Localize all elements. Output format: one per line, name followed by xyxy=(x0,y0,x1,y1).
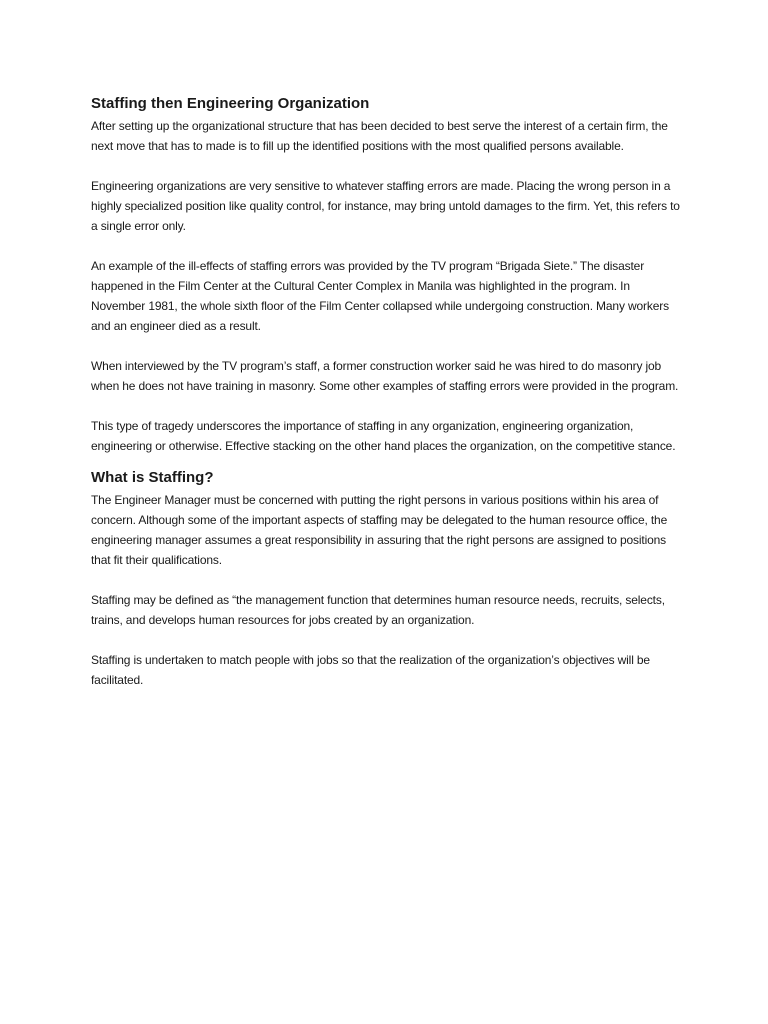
section-heading-what-is-staffing: What is Staffing? xyxy=(91,469,214,486)
paragraph: Staffing may be defined as “the management function that determines human resource needs, recruits, selects, trains, and develops human resources for jobs created by an organization. xyxy=(91,593,665,627)
paragraph: The Engineer Manager must be concerned with putting the right persons in various positions within his area of concern. Although some of the important aspects of staffing may be delegated to the human resource office, the engineering manager assumes a great responsibility in assuring that the right persons are assigned to positions that fit their qualifications. xyxy=(91,493,668,567)
paragraph: Staffing is undertaken to match people with jobs so that the realization of the organization’s objectives will be facilitated. xyxy=(91,653,650,687)
paragraph: After setting up the organizational structure that has been decided to best serve the interest of a certain firm, the next move that has to made is to fill up the identified positions with the most qualified persons available. xyxy=(91,119,668,153)
paragraph: Engineering organizations are very sensitive to whatever staffing errors are made. Placing the wrong person in a highly specialized position like quality control, for instance, may bring untold damages to the firm. Yet, this refers to a single error only. xyxy=(91,179,680,233)
document-page xyxy=(91,94,683,710)
paragraph: When interviewed by the TV program’s staff, a former construction worker said he was hired to do masonry job when he does not have training in masonry. Some other examples of staffing errors were provided in the program. xyxy=(91,359,679,393)
paragraph: This type of tragedy underscores the importance of staffing in any organization, engineering organization, engineering or otherwise. Effective stacking on the other hand places the organization, on the competitive stance. xyxy=(91,419,676,453)
section-heading-staffing-engineering-organization: Staffing then Engineering Organization xyxy=(91,95,370,112)
paragraph: An example of the ill-effects of staffing errors was provided by the TV program “Brigada Siete.” The disaster happened in the Film Center at the Cultural Center Complex in Manila was highlighted in the program. In November 1981, the whole sixth floor of the Film Center collapsed while undergoing construction. Many workers and an engineer died as a result. xyxy=(91,259,669,333)
